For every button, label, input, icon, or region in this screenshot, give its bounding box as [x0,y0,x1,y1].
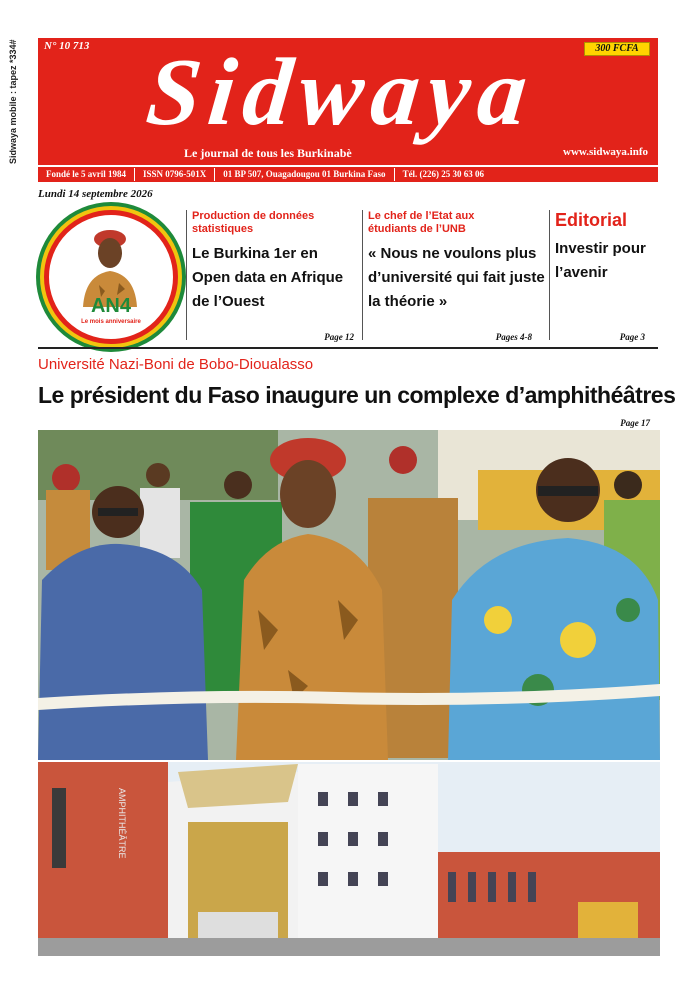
teaser-kicker: Production de données statistiques [192,210,315,235]
amphitheatre-illustration [38,762,660,956]
teaser-page-ref: Pages 4-8 [495,332,532,342]
teaser-headline: « Nous ne voulons plus d’université qui fait juste la théorie » [368,245,545,310]
ribbon-cutting-photo [38,430,660,760]
masthead [38,38,658,165]
anniversary-logo [44,210,178,344]
price-badge: 300 FCFA [584,42,650,56]
teaser-headline: Le Burkina 1er en Open data en Afrique de l’Ouest [192,245,344,310]
anniversary-subtitle: Le mois anniversaire [81,319,141,325]
teaser-open-data[interactable] [192,210,358,342]
mobile-shortcode-text: Sidwaya mobile : tapez *334# [8,39,18,164]
info-bar [38,167,658,182]
issn: ISSN 0796-501X [135,168,215,181]
tagline: Le journal de tous les Burkinabè [184,146,352,160]
issue-number: N° 10 713 [44,40,90,52]
teaser-page-ref: Page 12 [324,332,354,342]
main-story-kicker: Université Nazi-Boni de Bobo-Dioualasso [38,356,314,373]
ribbon-cutting-illustration [38,430,660,760]
editorial-page-ref: Page 3 [619,332,645,342]
editorial-headline: Investir pour l’avenir [555,240,646,281]
building-sign: AMPHITHÉÂTRE [117,788,127,859]
amphitheatre-photo [38,762,660,956]
postal-address: 01 BP 507, Ouagadougou 01 Burkina Faso [215,168,394,181]
teaser-kicker: Le chef de l’Etat aux étudiants de l’UNB [368,210,475,235]
section-rule [38,347,658,349]
issue-date: Lundi 14 septembre 2026 [38,188,153,200]
main-story-page-ref: Page 17 [620,418,650,428]
newspaper-logo: Sidwaya [142,38,541,145]
anniversary-text: AN4 [90,295,131,317]
website-link[interactable]: www.sidwaya.info [563,146,648,158]
editorial-label: Editorial [555,210,628,230]
column-divider [549,210,550,340]
teaser-editorial[interactable] [555,210,659,342]
column-divider [186,210,187,340]
main-story-headline[interactable]: Le président du Faso inaugure un complexe d’amphithéâtres [38,382,676,408]
column-divider [362,210,363,340]
phone-number: Tél. (226) 25 30 63 06 [402,169,485,179]
teaser-unb[interactable] [368,210,546,342]
founded-date: Fondé le 5 avril 1984 [38,168,135,181]
